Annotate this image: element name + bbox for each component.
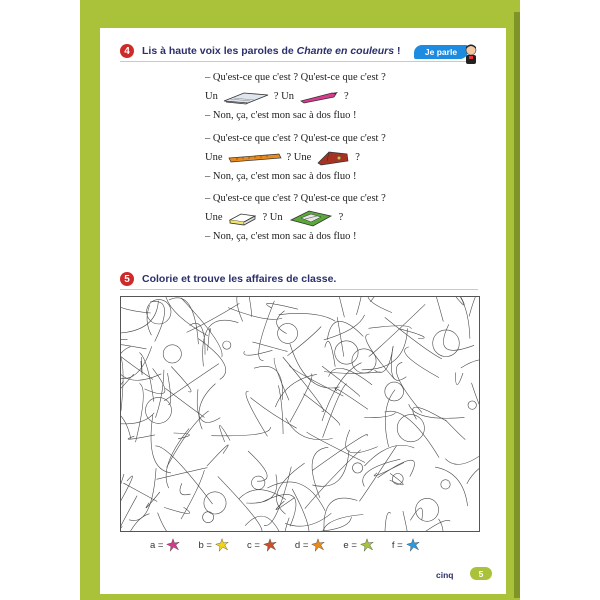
color-by-letter-puzzle xyxy=(120,296,480,532)
puzzle-line xyxy=(174,433,190,439)
puzzle-line xyxy=(166,428,189,488)
puzzle-line xyxy=(207,445,228,466)
puzzle-line xyxy=(158,513,203,531)
puzzle-line xyxy=(364,412,395,417)
puzzle-line xyxy=(385,512,391,531)
verse-1-end: ? xyxy=(343,90,349,102)
verse-3-article: Une xyxy=(205,211,223,223)
puzzle-shape xyxy=(433,330,460,357)
puzzle-line xyxy=(368,297,392,313)
puzzle-line xyxy=(329,368,373,385)
puzzle-line xyxy=(424,519,443,531)
paint-splat-icon xyxy=(263,538,277,552)
legend-item-a xyxy=(150,538,180,552)
puzzle-line xyxy=(228,308,282,320)
verse-3-question: – Qu'est-ce que c'est ? Qu'est-ce que c'est ? xyxy=(205,192,386,204)
exercise-4-heading xyxy=(120,44,401,58)
legend-item-e xyxy=(343,538,373,552)
verse-2-objects xyxy=(205,148,386,167)
puzzle-line xyxy=(335,388,368,409)
exercise-4-number: 4 xyxy=(120,44,134,58)
puzzle-line xyxy=(461,360,479,388)
puzzle-line xyxy=(400,329,425,339)
exercise-4-rule xyxy=(120,61,470,62)
legend-label-c: c = xyxy=(246,539,260,551)
ruler-icon xyxy=(227,151,283,165)
verse-3-end: ? xyxy=(338,211,344,223)
verse-3-answer: – Non, ça, c'est mon sac à dos fluo ! xyxy=(205,230,357,242)
verse-1-connector: ? Un xyxy=(273,90,294,102)
puzzle-line xyxy=(455,373,463,385)
puzzle-line xyxy=(239,490,286,500)
puzzle-line xyxy=(218,476,262,531)
puzzle-shape xyxy=(385,382,404,401)
puzzle-line xyxy=(121,476,132,505)
puzzle-line xyxy=(445,420,465,440)
pencil-case-icon xyxy=(315,149,351,167)
verse-2-end: ? xyxy=(355,151,360,163)
puzzle-line xyxy=(121,474,124,507)
puzzle-shape xyxy=(278,323,298,343)
puzzle-line xyxy=(312,447,328,498)
puzzle-line xyxy=(403,511,411,531)
puzzle-shape xyxy=(223,341,231,349)
exercise-5-heading xyxy=(120,272,336,286)
puzzle-line xyxy=(435,467,468,506)
puzzle-line xyxy=(180,483,191,495)
frame-shadow xyxy=(514,12,520,598)
verse-1-article: Un xyxy=(205,90,218,102)
puzzle-line xyxy=(292,489,309,531)
puzzle-line xyxy=(439,297,464,305)
legend-label-b: b = xyxy=(198,539,212,551)
puzzle-line xyxy=(246,391,268,436)
puzzle-line xyxy=(248,451,267,481)
color-legend xyxy=(150,538,420,552)
puzzle-line xyxy=(385,411,440,457)
paint-splat-icon xyxy=(406,538,420,552)
puzzle-line-art xyxy=(121,297,479,531)
puzzle-line xyxy=(136,383,144,442)
puzzle-line xyxy=(274,358,289,400)
je-parle-badge: Je parle xyxy=(414,45,468,59)
puzzle-line xyxy=(304,394,340,426)
puzzle-line xyxy=(263,494,296,526)
puzzle-line xyxy=(219,425,230,442)
legend-label-f: f = xyxy=(391,539,403,551)
legend-label-e: e = xyxy=(343,539,357,551)
puzzle-line xyxy=(370,297,416,302)
puzzle-line xyxy=(362,328,408,369)
puzzle-line xyxy=(155,446,212,504)
puzzle-line xyxy=(472,383,480,432)
verse-1-objects xyxy=(205,87,386,106)
puzzle-shape xyxy=(146,397,172,423)
puzzle-shape xyxy=(147,300,171,324)
exercise-4-title xyxy=(142,45,401,57)
puzzle-line xyxy=(157,468,208,480)
book-icon xyxy=(222,89,270,105)
verse-1 xyxy=(205,68,386,125)
puzzle-line xyxy=(244,350,273,355)
puzzle-line xyxy=(252,342,287,352)
puzzle-line xyxy=(405,347,439,378)
puzzle-line xyxy=(121,346,152,378)
puzzle-line xyxy=(425,297,470,339)
verse-3 xyxy=(205,189,386,246)
puzzle-line xyxy=(322,515,363,532)
puzzle-line xyxy=(467,451,479,484)
puzzle-line xyxy=(171,367,191,393)
puzzle-line xyxy=(279,313,336,321)
puzzle-line xyxy=(145,368,165,393)
puzzle-line xyxy=(283,357,324,412)
puzzle-line xyxy=(385,390,395,447)
puzzle-shape xyxy=(352,349,376,373)
puzzle-line xyxy=(121,344,147,350)
puzzle-line xyxy=(245,516,283,531)
speaking-child-icon xyxy=(462,44,480,66)
puzzle-line xyxy=(169,298,199,344)
puzzle-line xyxy=(121,301,158,333)
verse-2-answer: – Non, ça, c'est mon sac à dos fluo ! xyxy=(205,170,357,182)
puzzle-line xyxy=(121,514,150,531)
puzzle-line xyxy=(325,341,335,367)
puzzle-line xyxy=(369,304,425,356)
puzzle-line xyxy=(337,317,344,356)
verse-3-connector: ? Un xyxy=(262,211,283,223)
puzzle-line xyxy=(469,297,479,316)
verse-1-answer: – Non, ça, c'est mon sac à dos fluo ! xyxy=(205,109,357,121)
puzzle-line xyxy=(259,301,275,361)
puzzle-line xyxy=(164,364,219,401)
puzzle-line xyxy=(302,517,351,531)
pen-icon xyxy=(298,89,340,105)
puzzle-line xyxy=(250,398,296,429)
verse-2 xyxy=(205,129,386,186)
puzzle-shape xyxy=(163,345,181,363)
verse-2-connector: ? Une xyxy=(286,151,312,163)
verse-2-question: – Qu'est-ce que c'est ? Qu'est-ce que c'est ? xyxy=(205,132,386,144)
notebook-icon xyxy=(287,208,335,228)
puzzle-shape xyxy=(204,492,226,514)
puzzle-line xyxy=(121,413,154,424)
puzzle-shape xyxy=(441,480,450,489)
paint-splat-icon xyxy=(311,538,325,552)
puzzle-line xyxy=(242,297,252,317)
puzzle-line xyxy=(121,351,123,411)
puzzle-line xyxy=(307,432,365,463)
legend-item-b xyxy=(198,538,228,552)
legend-item-d xyxy=(295,538,325,552)
puzzle-line xyxy=(385,317,442,359)
eraser-icon xyxy=(227,210,259,226)
puzzle-line xyxy=(129,468,156,520)
puzzle-line xyxy=(198,339,225,380)
puzzle-line xyxy=(356,297,362,315)
puzzle-line xyxy=(166,297,208,336)
puzzle-shape xyxy=(335,341,358,364)
page-number: 5 xyxy=(470,567,492,580)
exercise-5-title: Colorie et trouve les affaires de classe. xyxy=(142,273,337,285)
song-title: Chante en couleurs xyxy=(296,45,395,57)
puzzle-line xyxy=(333,297,345,317)
exercise-4-title-prefix: Lis à haute voix les paroles de xyxy=(142,45,297,57)
puzzle-line xyxy=(391,347,406,381)
verse-1-question: – Qu'est-ce que c'est ? Qu'est-ce que c'est ? xyxy=(205,71,386,83)
puzzle-line xyxy=(364,445,414,466)
puzzle-line xyxy=(346,430,378,453)
exercise-5-number: 5 xyxy=(120,272,134,286)
exercise-5-rule xyxy=(120,289,478,290)
paint-splat-icon xyxy=(360,538,374,552)
puzzle-line xyxy=(121,297,151,313)
exercise-4-title-suffix: ! xyxy=(394,45,401,57)
puzzle-line xyxy=(168,373,171,404)
legend-label-d: d = xyxy=(294,539,309,551)
puzzle-shape xyxy=(397,415,424,442)
puzzle-shape xyxy=(252,476,265,489)
puzzle-shape xyxy=(416,498,439,521)
puzzle-line xyxy=(378,460,415,477)
puzzle-line xyxy=(324,498,357,531)
puzzle-line xyxy=(369,326,412,329)
page-word: cinq xyxy=(436,570,454,580)
puzzle-line xyxy=(124,483,158,501)
puzzle-shape xyxy=(353,463,363,473)
puzzle-line xyxy=(445,448,479,464)
legend-item-c xyxy=(247,538,277,552)
puzzle-line xyxy=(167,411,209,468)
paint-splat-icon xyxy=(215,538,229,552)
puzzle-line xyxy=(432,297,444,322)
verse-2-article: Une xyxy=(205,151,223,163)
legend-label-a: a = xyxy=(150,539,164,551)
puzzle-line xyxy=(289,365,343,396)
legend-item-f xyxy=(392,538,420,552)
puzzle-shape xyxy=(468,401,476,409)
puzzle-line xyxy=(312,450,349,486)
puzzle-line xyxy=(147,305,151,335)
verse-3-objects xyxy=(205,208,386,227)
puzzle-line xyxy=(254,366,283,400)
puzzle-line xyxy=(413,407,447,421)
paint-splat-icon xyxy=(166,538,180,552)
